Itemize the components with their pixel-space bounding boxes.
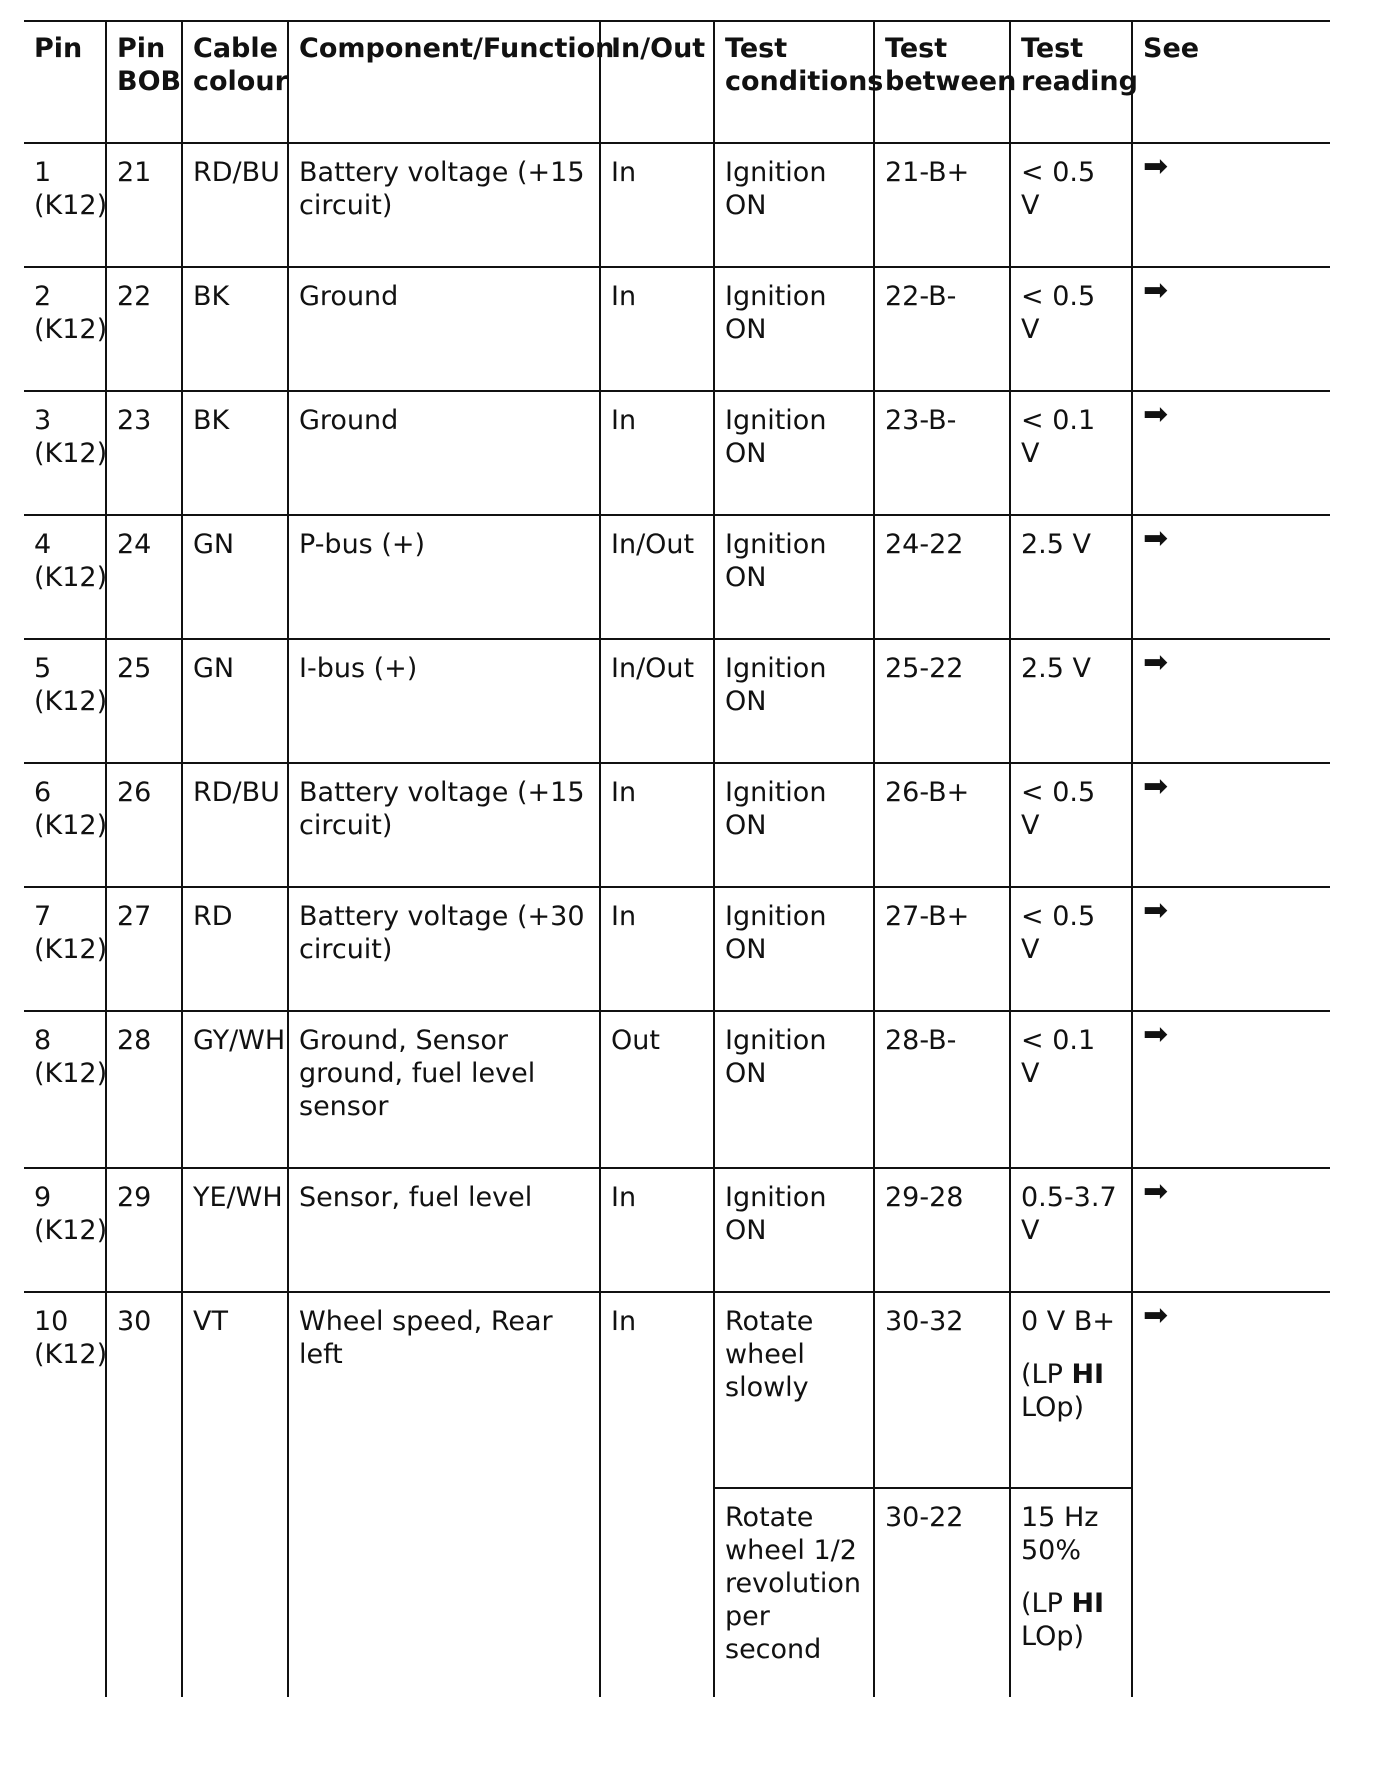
table-body (24, 143, 1330, 1697)
cell-test-conditions: Rotate wheel 1/2 revolution per second (714, 1488, 874, 1697)
reading-note-bold: HI (1071, 1359, 1105, 1390)
cell-test-between: 22-B- (874, 267, 1010, 391)
cell-pin-bob: 30 (106, 1292, 182, 1697)
arrow-right-icon[interactable]: ➡ (1132, 267, 1330, 391)
cell-test-conditions: Ignition ON (714, 1011, 874, 1168)
pin-number: 10 (34, 1306, 69, 1337)
table-row (24, 887, 1330, 1011)
cell-cable-colour: BK (182, 267, 288, 391)
cell-test-between: 23-B- (874, 391, 1010, 515)
cell-test-conditions: Ignition ON (714, 887, 874, 1011)
cell-in-out: In (600, 763, 714, 887)
cell-test-between: 21-B+ (874, 143, 1010, 267)
cell-pin-bob: 27 (106, 887, 182, 1011)
table-row (24, 143, 1330, 267)
reading-note-pre: (LP (1021, 1588, 1072, 1619)
pin-connector: (K12) (34, 562, 108, 593)
header-in-out: In/Out (600, 21, 714, 143)
cell-test-between: 30-32 (874, 1292, 1010, 1488)
cell-test-reading: < 0.1 V (1010, 1011, 1132, 1168)
header-see: See (1132, 21, 1330, 143)
cell-test-reading: < 0.5 V (1010, 763, 1132, 887)
cell-test-conditions: Ignition ON (714, 391, 874, 515)
cell-pin-bob: 26 (106, 763, 182, 887)
cell-cable-colour: RD (182, 887, 288, 1011)
cell-pin-bob: 24 (106, 515, 182, 639)
cell-pin-bob: 28 (106, 1011, 182, 1168)
cell-pin-bob: 25 (106, 639, 182, 763)
cell-test-between: 24-22 (874, 515, 1010, 639)
cell-pin (24, 267, 106, 391)
pin-number: 8 (34, 1025, 52, 1056)
cell-component: Battery voltage (+15 circuit) (288, 763, 600, 887)
cell-test-reading: 2.5 V (1010, 639, 1132, 763)
pin-connector: (K12) (34, 934, 108, 965)
table-row-10-a (24, 1292, 1330, 1488)
cell-in-out: In (600, 391, 714, 515)
cell-cable-colour: GN (182, 515, 288, 639)
table-row (24, 515, 1330, 639)
table-header-row (24, 21, 1330, 143)
arrow-right-icon[interactable]: ➡ (1132, 515, 1330, 639)
cell-cable-colour: RD/BU (182, 763, 288, 887)
cell-test-reading (1010, 1292, 1132, 1488)
cell-test-between: 27-B+ (874, 887, 1010, 1011)
reading-note-post: LOp) (1021, 1621, 1085, 1652)
cell-component: Sensor, fuel level (288, 1168, 600, 1292)
cell-test-conditions: Ignition ON (714, 763, 874, 887)
cell-test-conditions: Ignition ON (714, 639, 874, 763)
pin-number: 2 (34, 281, 52, 312)
cell-test-between: 29-28 (874, 1168, 1010, 1292)
table-row (24, 1011, 1330, 1168)
table-row (24, 267, 1330, 391)
table-row (24, 1168, 1330, 1292)
pin-connector: (K12) (34, 1215, 108, 1246)
arrow-right-icon[interactable]: ➡ (1132, 1292, 1330, 1697)
cell-test-between: 28-B- (874, 1011, 1010, 1168)
cell-test-reading: < 0.5 V (1010, 267, 1132, 391)
cell-pin (24, 391, 106, 515)
cell-component: Ground (288, 267, 600, 391)
cell-in-out: In (600, 887, 714, 1011)
cell-pin-bob: 29 (106, 1168, 182, 1292)
cell-test-conditions: Ignition ON (714, 267, 874, 391)
pin-number: 7 (34, 901, 52, 932)
arrow-right-icon[interactable]: ➡ (1132, 143, 1330, 267)
cell-pin (24, 1168, 106, 1292)
cell-in-out: In (600, 1168, 714, 1292)
header-test-reading: Test reading (1010, 21, 1132, 143)
reading-note-pre: (LP (1021, 1359, 1072, 1390)
reading-value: 0 V B+ (1021, 1306, 1115, 1337)
cell-cable-colour: YE/WH (182, 1168, 288, 1292)
reading-note-post: LOp) (1021, 1392, 1085, 1423)
pin-number: 3 (34, 405, 52, 436)
cell-test-between: 26-B+ (874, 763, 1010, 887)
cell-test-reading: < 0.5 V (1010, 143, 1132, 267)
cell-component: Ground, Sensor ground, fuel level sensor (288, 1011, 600, 1168)
cell-in-out: In/Out (600, 515, 714, 639)
cell-pin (24, 1011, 106, 1168)
cell-component: I-bus (+) (288, 639, 600, 763)
header-cable-colour: Cable colour (182, 21, 288, 143)
cell-pin (24, 1292, 106, 1697)
pin-connector: (K12) (34, 314, 108, 345)
pin-number: 4 (34, 529, 52, 560)
pin-connector: (K12) (34, 686, 108, 717)
arrow-right-icon[interactable]: ➡ (1132, 391, 1330, 515)
arrow-right-icon[interactable]: ➡ (1132, 1168, 1330, 1292)
cell-cable-colour: BK (182, 391, 288, 515)
cell-pin-bob: 23 (106, 391, 182, 515)
cell-cable-colour: VT (182, 1292, 288, 1697)
table-row (24, 763, 1330, 887)
reading-value: 15 Hz 50% (1021, 1502, 1099, 1566)
cell-in-out: In (600, 267, 714, 391)
cell-in-out: In (600, 143, 714, 267)
header-pin: Pin (24, 21, 106, 143)
cell-test-between: 25-22 (874, 639, 1010, 763)
cell-test-between: 30-22 (874, 1488, 1010, 1697)
pin-connector: (K12) (34, 1339, 108, 1370)
cell-test-reading: < 0.5 V (1010, 887, 1132, 1011)
reading-note-bold: HI (1071, 1588, 1105, 1619)
cell-test-reading (1010, 1488, 1132, 1697)
cell-component: P-bus (+) (288, 515, 600, 639)
pin-test-table (24, 20, 1330, 1697)
cell-pin (24, 639, 106, 763)
header-test-between: Test between (874, 21, 1010, 143)
cell-test-conditions: Rotate wheel slowly (714, 1292, 874, 1488)
cell-pin-bob: 22 (106, 267, 182, 391)
cell-test-reading: 0.5-3.7 V (1010, 1168, 1132, 1292)
cell-pin (24, 143, 106, 267)
pin-connector: (K12) (34, 810, 108, 841)
header-component-function: Component/Function (288, 21, 600, 143)
cell-pin (24, 515, 106, 639)
arrow-right-icon[interactable]: ➡ (1132, 763, 1330, 887)
pin-table-wrapper (24, 20, 1330, 1697)
header-pin-bob: Pin BOB (106, 21, 182, 143)
cell-component: Wheel speed, Rear left (288, 1292, 600, 1697)
table-row (24, 391, 1330, 515)
cell-cable-colour: GY/WH (182, 1011, 288, 1168)
pin-number: 1 (34, 157, 52, 188)
pin-connector: (K12) (34, 190, 108, 221)
cell-component: Ground (288, 391, 600, 515)
cell-test-reading: 2.5 V (1010, 515, 1132, 639)
cell-test-reading: < 0.1 V (1010, 391, 1132, 515)
arrow-right-icon[interactable]: ➡ (1132, 639, 1330, 763)
pin-connector: (K12) (34, 438, 108, 469)
pin-connector: (K12) (34, 1058, 108, 1089)
cell-test-conditions: Ignition ON (714, 143, 874, 267)
cell-in-out: In/Out (600, 639, 714, 763)
table-row (24, 639, 1330, 763)
pin-number: 5 (34, 653, 52, 684)
cell-in-out: Out (600, 1011, 714, 1168)
header-test-conditions: Test conditions (714, 21, 874, 143)
cell-test-conditions: Ignition ON (714, 515, 874, 639)
cell-component: Battery voltage (+30 circuit) (288, 887, 600, 1011)
arrow-right-icon[interactable]: ➡ (1132, 1011, 1330, 1168)
arrow-right-icon[interactable]: ➡ (1132, 887, 1330, 1011)
cell-test-conditions: Ignition ON (714, 1168, 874, 1292)
pin-number: 6 (34, 777, 52, 808)
cell-cable-colour: GN (182, 639, 288, 763)
cell-pin-bob: 21 (106, 143, 182, 267)
cell-pin (24, 763, 106, 887)
cell-cable-colour: RD/BU (182, 143, 288, 267)
cell-component: Battery voltage (+15 circuit) (288, 143, 600, 267)
cell-pin (24, 887, 106, 1011)
cell-in-out: In (600, 1292, 714, 1697)
pin-number: 9 (34, 1182, 52, 1213)
